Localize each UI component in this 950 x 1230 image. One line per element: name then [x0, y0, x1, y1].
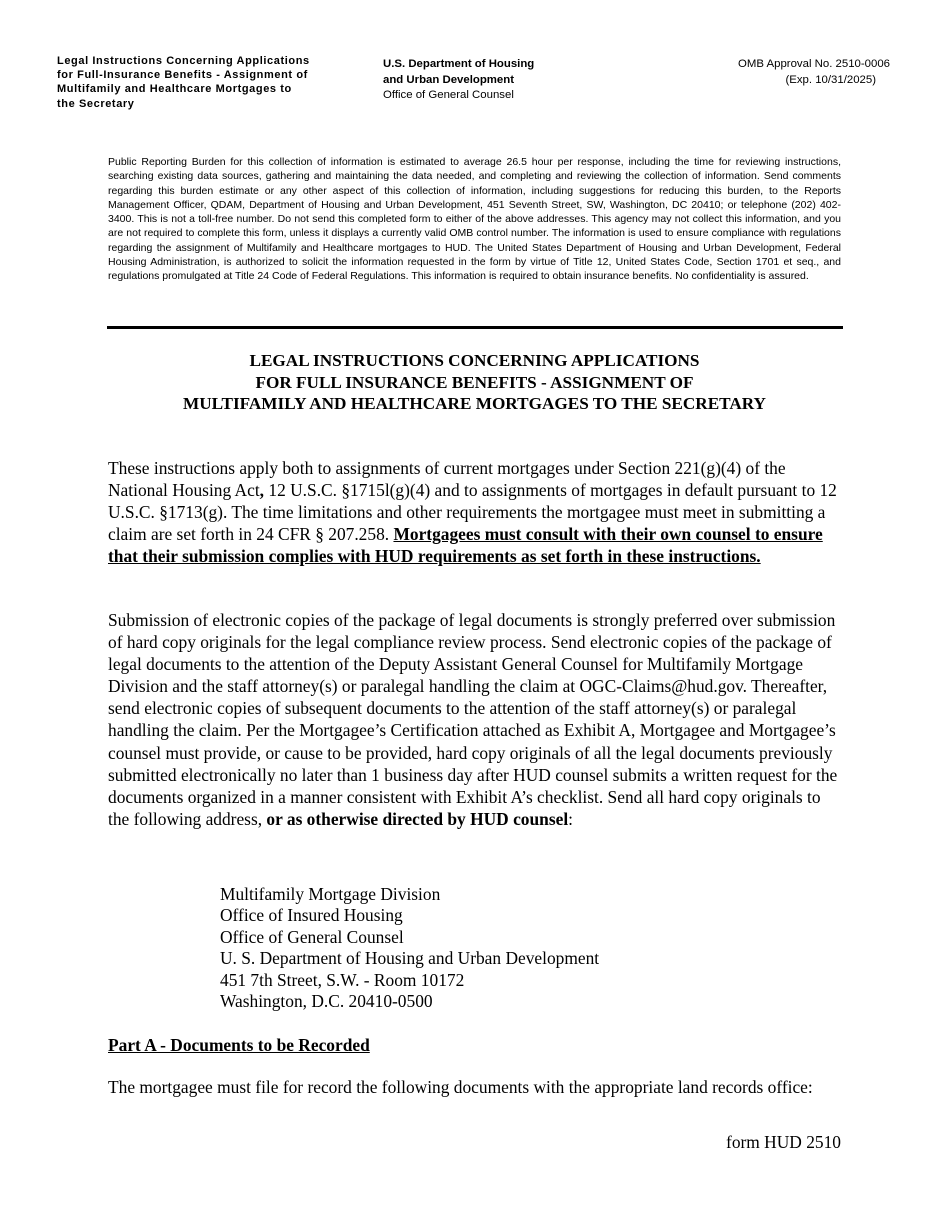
office-name: Office of General Counsel: [383, 89, 514, 101]
omb-expiration: (Exp. 10/31/2025): [785, 73, 876, 86]
agency-block: [383, 57, 593, 104]
address-line: Multifamily Mortgage Division: [220, 884, 441, 904]
instructions-text-b: 12 U.S.C. §1715l(g)(4) and to assignments of mortgages in default pursuant to 12 U.S.C. §1713(g). The time limitations and other requirements the mortgagee must meet in submitting a claim are set forth in 24 CFR § 207.258.: [108, 480, 837, 545]
title-line-1: LEGAL INSTRUCTIONS CONCERNING APPLICATIONS: [249, 351, 700, 370]
section-divider: [107, 326, 843, 329]
title-line-2: FOR FULL INSURANCE BENEFITS - ASSIGNMENT OF: [255, 372, 694, 392]
agency-name-line1: U.S. Department of Housing: [383, 58, 535, 70]
submission-text: Submission of electronic copies of the package of legal documents is strongly preferred over submission of hard copy originals for the legal compliance review process. Send electronic copies of the package of legal documents to the attention of the Deputy Assistant General Counsel for Multifamily Mortgage Division and the staff attorney(s) or paralegal handling the claim at OGC-Claims@hud.gov. Thereafter, send electronic copies of subsequent documents to the attention of the staff attorney(s) or paralegal handling the claim. Per the Mortgagee’s Certification attached as Exhibit A, Mortgagee and Mortgagee’s counsel must provide, or cause to be provided, hard copy originals of all the legal documents previously submitted electronically no later than 1 business day after HUD counsel submits a written request for the documents organized in a manner consistent with Exhibit A’s checklist. Send all hard copy originals to the following address,: [108, 610, 838, 829]
omb-approval-number: OMB Approval No. 2510-0006: [738, 58, 890, 70]
instructions-text-a: These instructions apply both to assignments of current mortgages under Section 221(g)(4) of the National Housing Act: [108, 458, 786, 501]
recording-paragraph: The mortgagee must file for record the following documents with the appropriate land records office:: [108, 1077, 813, 1097]
form-number: form HUD 2510: [726, 1132, 841, 1152]
address-line: Washington, D.C. 20410-0500: [220, 991, 433, 1012]
instructions-comma: ,: [259, 480, 265, 501]
instructions-paragraph: [108, 457, 841, 567]
submission-colon: :: [568, 808, 574, 829]
title-line-3: MULTIFAMILY AND HEALTHCARE MORTGAGES TO THE SECRETARY: [183, 394, 766, 413]
mailing-address: [220, 884, 780, 1012]
form-short-title: Legal Instructions Concerning Applications for Full-Insurance Benefits - Assignment of Multifamily and Healthcare Mortgages to the Secretary: [57, 55, 310, 110]
address-line: Office of Insured Housing: [220, 905, 403, 926]
address-line: 451 7th Street, S.W. - Room 10172: [220, 969, 465, 990]
agency-name-line2: and Urban Development: [383, 73, 515, 86]
public-reporting-burden: Public Reporting Burden for this collection of information is estimated to average 26.5 hour per response, including the time for reviewing instructions, searching existing data sources, gathering and maintaining the data needed, and completing and reviewing the collection of information. Send comments regarding this burden estimate or any other aspect of this collection of information, including suggestions for reducing this burden, to the Reports Management Officer, QDAM, Department of Housing and Urban Development, 451 Seventh Street, SW, Washington, DC 20410; or telephone (202) 402-3400. This is not a toll-free number. Do not send this completed form to either of the above addresses. This agency may not collect this information, and you are not required to complete this form, unless it displays a currently valid OMB control number. The information is used to ensure compliance with regulations regarding the assignment of Multifamily and Healthcare mortgages to HUD. The United States Department of Housing and Urban Development, Federal Housing Administration, is authorized to solicit the information requested in the form by virtue of Title 12, United States Code, Section 1701 et seq., and regulations promulgated at Title 24 Code of Federal Regulations. This information is required to obtain insurance benefits. No confidentiality is assured.: [108, 156, 841, 283]
omb-block: [690, 57, 890, 88]
submission-emphasis: or as otherwise directed by HUD counsel: [266, 808, 569, 829]
document-title: [108, 350, 841, 415]
counsel-warning: Mortgagees must consult with their own counsel to ensure that their submission complies with HUD requirements as set forth in these instructions.: [108, 524, 823, 567]
address-line: Office of General Counsel: [220, 926, 404, 947]
submission-paragraph: [108, 609, 841, 830]
part-a-heading: Part A - Documents to be Recorded: [108, 1035, 370, 1055]
address-line: U. S. Department of Housing and Urban Development: [220, 948, 600, 969]
